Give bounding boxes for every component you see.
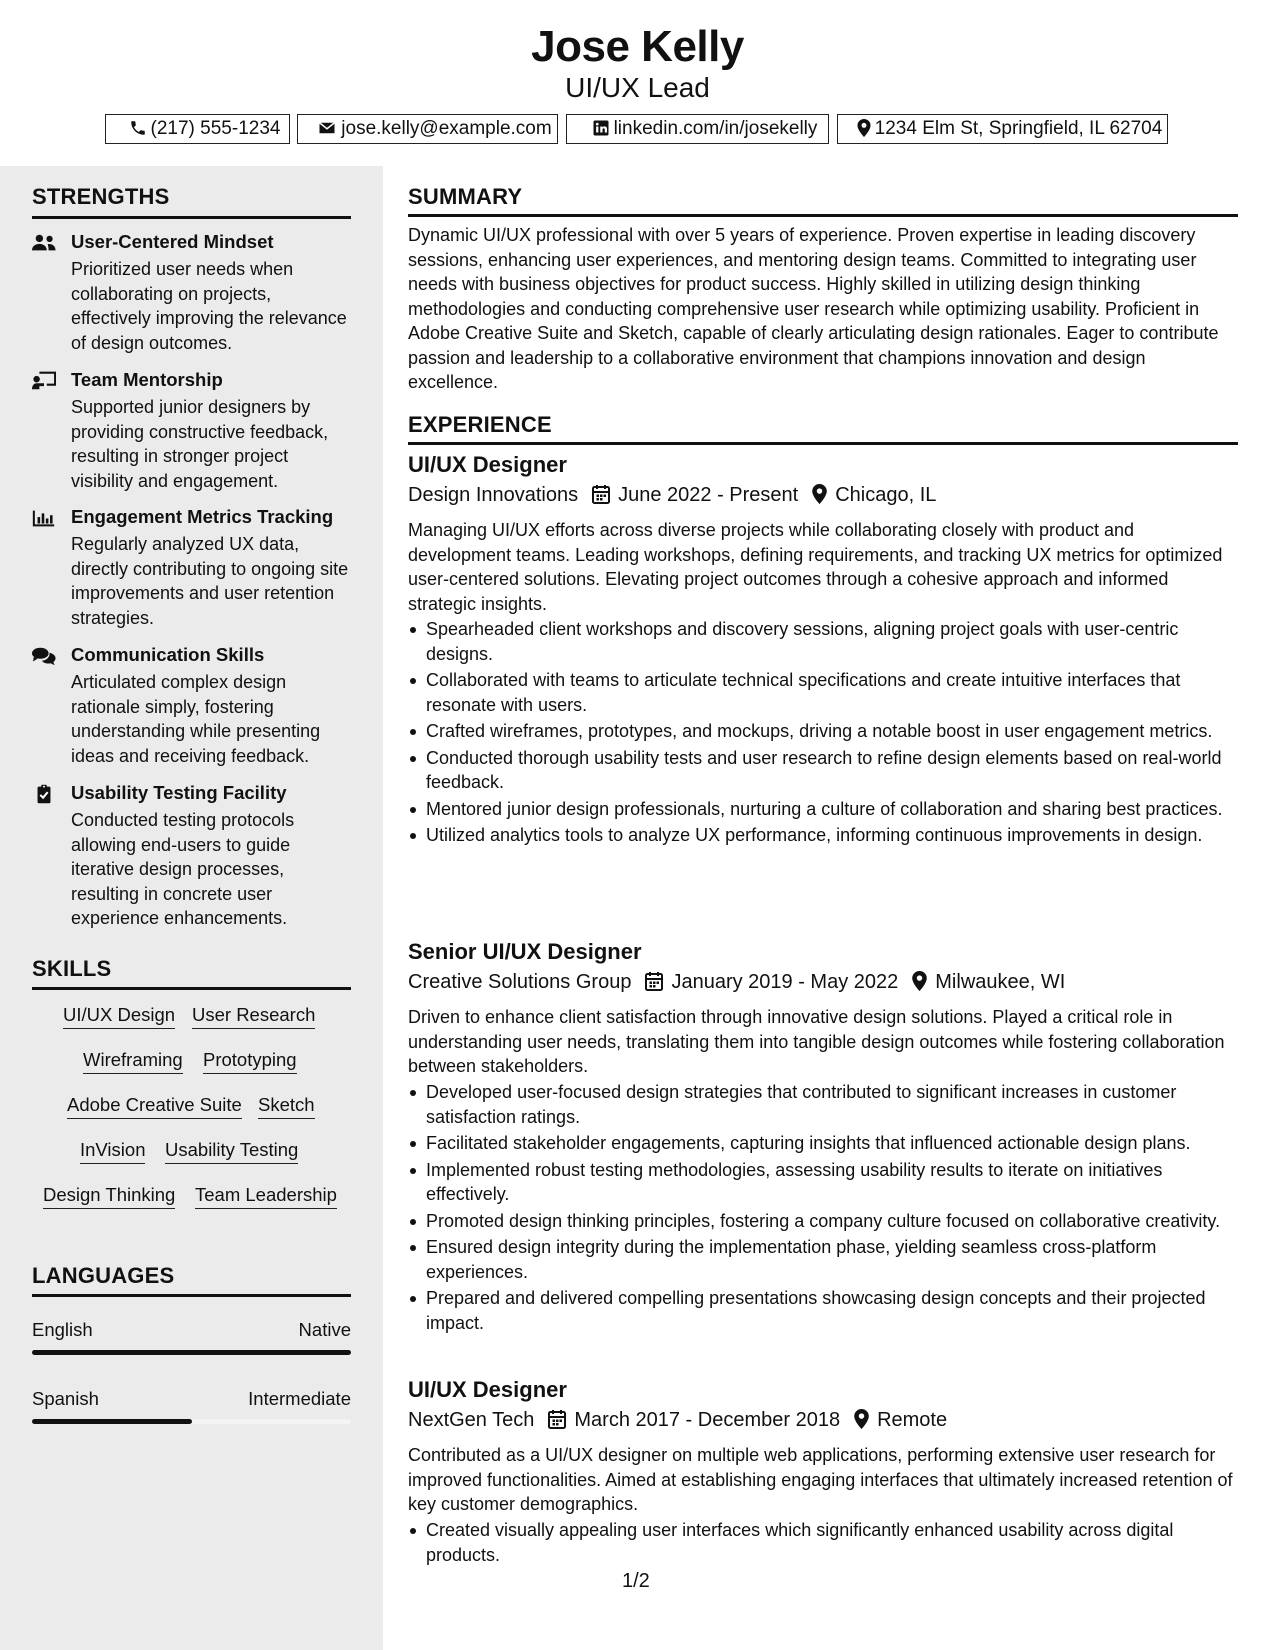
contact-phone[interactable] (105, 114, 290, 144)
languages-heading: LANGUAGES (32, 1263, 175, 1288)
strength-description: Regularly analyzed UX data, directly contributing to ongoing site improvements and user retention strategies. (71, 534, 349, 628)
summary-divider (408, 214, 1238, 217)
skill-tag: UI/UX Design (63, 1004, 175, 1029)
contact-address (837, 114, 1168, 144)
job-location: Milwaukee, WI (935, 971, 1066, 993)
comments-icon (32, 646, 56, 666)
job-meta (408, 484, 936, 507)
job-meta (408, 971, 1065, 994)
clipboard-check-icon (32, 784, 56, 804)
bullet-item: Ensured design integrity during the implementation phase, yielding seamless cross-platform experiences. (408, 1235, 1238, 1284)
language-proficiency-fill (32, 1350, 351, 1355)
resume-header (0, 0, 1275, 166)
skill-tag: User Research (192, 1004, 315, 1029)
job-bullets (408, 1518, 1238, 1569)
phone-icon (129, 119, 147, 137)
strengths-heading: STRENGTHS (32, 184, 170, 209)
job-bullets (408, 1080, 1238, 1337)
summary-text: Dynamic UI/UX professional with over 5 years of experience. Proven expertise in leading discovery sessions, enhancing user experiences, and mentoring design teams. Committed to integrating user needs with business objectives for product success. Highly skilled in utilizing design thinking methodologies and conducting comprehensive user research while optimizing usability. Proficient in Adobe Creative Suite and Sketch, capable of clearly articulating design rationales. Eager to contribute passion and leadership to a collaborative environment that champions innovation and design excellence. (408, 225, 1219, 392)
language-proficiency-fill (32, 1419, 192, 1424)
calendar-icon (592, 484, 610, 504)
skill-tag: InVision (80, 1139, 145, 1164)
sidebar (0, 166, 383, 1650)
linkedin-icon (592, 119, 610, 137)
job-title: Senior UI/UX Designer (408, 939, 642, 964)
bullet-item: Implemented robust testing methodologies, assessing usability results to iterate on initiatives effectively. (408, 1158, 1238, 1207)
experience-heading: EXPERIENCE (408, 412, 552, 437)
job-company: Creative Solutions Group (408, 971, 632, 993)
summary-heading: SUMMARY (408, 184, 523, 209)
bullet-item: Crafted wireframes, prototypes, and mockups, driving a notable boost in user engagement metrics. (408, 719, 1238, 744)
skill-tag: Design Thinking (43, 1184, 175, 1209)
skill-tag: Prototyping (203, 1049, 297, 1074)
strength-description: Prioritized user needs when collaborating on projects, effectively improving the relevance of design outcomes. (71, 259, 347, 353)
job-company: NextGen Tech (408, 1409, 535, 1431)
bullet-item: Created visually appealing user interfaces which significantly enhanced usability across digital products. (408, 1518, 1238, 1567)
bullet-item: Conducted thorough usability tests and user research to refine design elements based on real-world feedback. (408, 746, 1238, 795)
contact-linkedin[interactable] (566, 114, 829, 144)
job-dates: January 2019 - May 2022 (671, 971, 899, 993)
languages-divider (32, 1294, 351, 1297)
skill-tag: Sketch (258, 1094, 315, 1119)
strength-description: Supported junior designers by providing constructive feedback, resulting in stronger project visibility and engagement. (71, 397, 329, 491)
skill-tag: Usability Testing (165, 1139, 298, 1164)
strength-name: Usability Testing Facility (71, 782, 287, 803)
main-content (383, 166, 1275, 1650)
strength-description: Conducted testing protocols allowing end-users to guide iterative design processes, resulting in concrete user experience enhancements. (71, 810, 295, 928)
job-location: Chicago, IL (835, 484, 937, 506)
bullet-item: Spearheaded client workshops and discovery sessions, aligning project goals with user-centric designs. (408, 617, 1238, 666)
calendar-icon (645, 971, 663, 991)
job-dates: March 2017 - December 2018 (574, 1409, 841, 1431)
job-title: UI/UX Designer (408, 452, 567, 477)
strength-name: Communication Skills (71, 644, 265, 665)
bullet-item: Facilitated stakeholder engagements, capturing insights that influenced actionable design plans. (408, 1131, 1238, 1156)
map-marker-icon (812, 484, 827, 504)
envelope-icon (317, 119, 337, 137)
bar-chart-icon (32, 508, 56, 528)
bullet-item: Collaborated with teams to articulate technical specifications and create intuitive interfaces that resonate with users. (408, 668, 1238, 717)
linkedin-text: linkedin.com/in/josekelly (613, 118, 818, 139)
job-description: Managing UI/UX efforts across diverse projects while collaborating closely with product and development teams. Leading workshops, defining requirements, and tracking UX metrics for optimized user-centered solutions. Elevating project outcomes through a cohesive approach and informed strategic insights. (408, 520, 1223, 614)
contact-bar (0, 114, 1275, 144)
address-text: 1234 Elm St, Springfield, IL 62704 (874, 118, 1163, 139)
language-proficiency-bar (32, 1350, 351, 1355)
skill-tag: Adobe Creative Suite (67, 1094, 242, 1119)
job-title: UI/UX Designer (408, 1377, 567, 1402)
skills-heading: SKILLS (32, 956, 112, 981)
job-description: Contributed as a UI/UX designer on multiple web applications, performing extensive user research for improved functionalities. Aimed at establishing engaging interfaces that ultimately increased retention of key customer demographics. (408, 1445, 1233, 1514)
strength-name: User-Centered Mindset (71, 231, 274, 252)
bullet-item: Developed user-focused design strategies that contributed to significant increases in customer satisfaction ratings. (408, 1080, 1238, 1129)
bullet-item: Promoted design thinking principles, fostering a company culture focused on collaborative creativity. (408, 1209, 1238, 1234)
job-meta (408, 1409, 947, 1432)
strength-name: Engagement Metrics Tracking (71, 506, 334, 527)
job-dates: June 2022 - Present (618, 484, 799, 506)
skills-divider (32, 987, 351, 990)
candidate-title: UI/UX Lead (565, 72, 710, 103)
users-icon (32, 233, 56, 253)
skill-tag: Wireframing (83, 1049, 183, 1074)
bullet-item: Mentored junior design professionals, nurturing a culture of collaboration and sharing best practices. (408, 797, 1238, 822)
candidate-name: Jose Kelly (531, 22, 744, 71)
bullet-item: Prepared and delivered compelling presentations showcasing design concepts and their projected impact. (408, 1286, 1238, 1335)
language-level: Intermediate (248, 1388, 351, 1409)
job-company: Design Innovations (408, 484, 579, 506)
job-bullets (408, 617, 1238, 850)
job-description: Driven to enhance client satisfaction through innovative design solutions. Played a critical role in understanding user needs, translating them into tangible design outcomes while fostering collaboration between stakeholders. (408, 1007, 1225, 1076)
page-number: 1/2 (622, 1570, 650, 1592)
strengths-divider (32, 216, 351, 219)
language-name: Spanish (32, 1388, 99, 1409)
skill-tag: Team Leadership (195, 1184, 337, 1209)
email-text: jose.kelly@example.com (341, 118, 552, 139)
strength-name: Team Mentorship (71, 369, 223, 390)
strength-description: Articulated complex design rationale simply, fostering understanding while presenting ideas and receiving feedback. (71, 672, 321, 766)
phone-text: (217) 555-1234 (150, 118, 281, 139)
job-location: Remote (877, 1409, 948, 1431)
map-marker-icon (854, 1409, 869, 1429)
language-name: English (32, 1319, 93, 1340)
experience-divider (408, 442, 1238, 445)
map-marker-icon (912, 971, 927, 991)
language-level: Native (298, 1319, 351, 1340)
bullet-item: Utilized analytics tools to analyze UX performance, informing continuous improvements in design. (408, 823, 1238, 848)
map-marker-icon (857, 119, 871, 137)
calendar-icon (548, 1409, 566, 1429)
contact-email[interactable] (297, 114, 558, 144)
language-proficiency-bar (32, 1419, 351, 1424)
chalkboard-teacher-icon (32, 371, 56, 391)
